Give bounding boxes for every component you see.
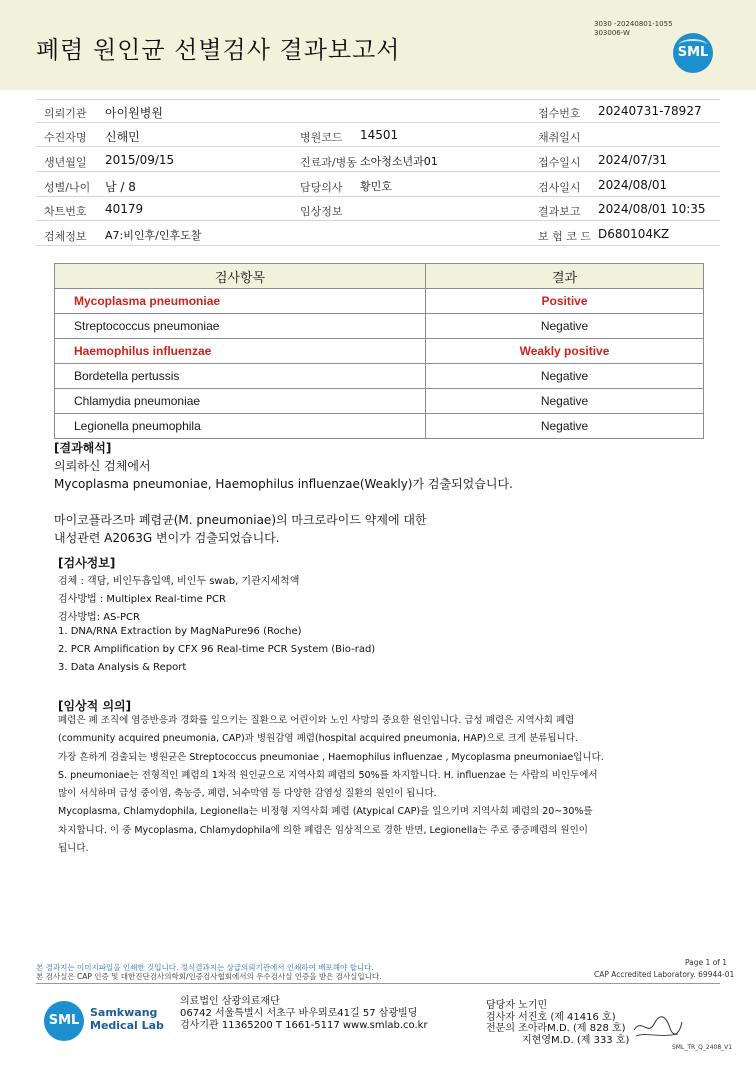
brand-name <box>90 1006 164 1032</box>
dob-value: 2015/09/15 <box>105 153 175 167</box>
collection-date-label: 채취일시 <box>538 131 581 144</box>
specimen-value: A7:비인후/인후도찰 <box>105 229 202 242</box>
table-row <box>55 339 704 364</box>
clinical-line: S. pneumoniae는 전형적인 폐렴의 1차적 원인균으로 지역사회 폐렴의 50%를 차지합니다. H. influenzae 는 사람의 비인두에서 <box>58 769 598 781</box>
table-row <box>55 289 704 314</box>
interpretation-line: Mycoplasma pneumoniae, Haemophilus influenzae(Weakly)가 검출되었습니다. <box>54 477 513 491</box>
footer-notice: 본 검사실은 CAP 인증 및 대한진단검사의학회/인증검사협회에서의 우수검사실 인증을 받은 검사실입니다. <box>36 972 382 981</box>
divider <box>36 220 720 221</box>
clinical-line: Mycoplasma, Chlamydophila, Legionella는 비정형 지역사회 폐렴 (Atypical CAP)을 일으키며 지역사회 폐렴의 20~30%를 <box>58 806 593 818</box>
brand-line: Medical Lab <box>90 1019 164 1032</box>
doctor-label: 담당의사 <box>300 181 343 194</box>
doctor-value: 황민호 <box>360 180 392 193</box>
dob-label: 생년월일 <box>44 156 87 169</box>
test-item-name: Legionella pneumophila <box>55 414 426 439</box>
test-info-line: 3. Data Analysis & Report <box>58 662 187 673</box>
divider <box>36 171 720 172</box>
logo-text: SML <box>677 45 709 60</box>
interpretation-line: 마이코플라즈마 폐렴균(M. pneumoniae)의 마크로라이드 약제에 대한 <box>54 513 427 527</box>
test-item-name: Mycoplasma pneumoniae <box>55 289 426 314</box>
report-title: 폐렴 원인균 선별검사 결과보고서 <box>36 36 401 64</box>
test-result: Weakly positive <box>426 339 704 364</box>
test-result: Positive <box>426 289 704 314</box>
test-date-value: 2024/08/01 <box>598 178 668 192</box>
staff-line: 지현영M.D. (제 333 호) <box>522 1034 630 1046</box>
test-result: Negative <box>426 414 704 439</box>
cap-accreditation: CAP Accredited Laboratory. 69944-01 <box>594 970 735 979</box>
divider <box>36 122 720 123</box>
test-info-line: 검사방법 : Multiplex Real-time PCR <box>58 594 226 605</box>
department-label: 진료과/병동 <box>300 156 357 169</box>
clinical-significance-title: [임상적 의의] <box>58 699 132 713</box>
staff-line: 검사자 서진호 (제 41416 호) <box>486 1011 616 1023</box>
clinical-line: 많이 서식하며 급성 중이염, 축농증, 폐렴, 뇌수막염 등 다양한 감염성 질환의 원인이 됩니다. <box>58 788 437 800</box>
signature-icon <box>632 1012 684 1040</box>
document-code-line: 3030 -20240801-1055 <box>594 20 673 28</box>
institution-label: 의뢰기관 <box>44 107 87 120</box>
address-line: 검사기관 11365200 T 1661-5117 www.smlab.co.kr <box>180 1020 428 1031</box>
table-header-row <box>55 264 704 289</box>
interpretation-line: 의뢰하신 검체에서 <box>54 459 151 473</box>
interpretation-title: [결과해석] <box>54 441 112 455</box>
patient-value: 신해민 <box>105 130 140 144</box>
logo-text: SML <box>48 1013 80 1028</box>
test-result: Negative <box>426 364 704 389</box>
test-result: Negative <box>426 389 704 414</box>
brand-line: Samkwang <box>90 1006 158 1019</box>
clinical-line: 차지합니다. 이 중 Mycoplasma, Chlamydophila에 의한 폐렴은 임상적으로 경한 반면, Legionella는 주로 중증폐렴의 원인이 <box>58 824 588 836</box>
interpretation-line: 내성관련 A2063G 변이가 검출되었습니다. <box>54 531 280 545</box>
specimen-label: 검체정보 <box>44 230 87 243</box>
divider <box>36 99 720 100</box>
chart-no-value: 40179 <box>105 202 144 216</box>
test-item-name: Streptococcus pneumoniae <box>55 314 426 339</box>
logo-swoosh-icon <box>679 39 707 51</box>
test-date-label: 검사일시 <box>538 181 581 194</box>
column-header: 결과 <box>426 264 704 289</box>
test-info-line: 2. PCR Amplification by CFX 96 Real-time PCR System (Bio-rad) <box>58 644 376 655</box>
hospital-code-label: 병원코드 <box>300 131 343 144</box>
receipt-no-value: 20240731-78927 <box>598 104 702 118</box>
results-table <box>54 263 704 439</box>
staff-line: 담당자 노기민 <box>486 1000 548 1011</box>
insurance-value: D680104KZ <box>598 227 670 241</box>
footer-notice: 본 결과지는 이미지파일을 인쇄한 것입니다. 정식결과지는 상급의뢰기관에서 인쇄하여 배포해야 합니다. <box>36 963 374 972</box>
footer-divider <box>36 983 720 984</box>
table-row <box>55 414 704 439</box>
document-code <box>594 20 673 38</box>
sex-age-value: 남 / 8 <box>105 180 136 194</box>
divider <box>36 245 720 246</box>
staff-line: 전문의 조아라M.D. (제 828 호) <box>486 1023 626 1034</box>
column-header: 검사항목 <box>55 264 426 289</box>
test-info-line: 검체 : 객담, 비인두흡입액, 비인두 swab, 기관지세척액 <box>58 576 300 587</box>
sml-footer-logo <box>44 1001 84 1041</box>
clinical-significance-body <box>58 712 604 858</box>
address-line: 의료법인 삼광의료재단 <box>180 996 280 1007</box>
report-date-value: 2024/08/01 10:35 <box>598 202 706 216</box>
staff-signatures <box>486 1000 629 1046</box>
lab-address <box>180 996 428 1032</box>
clinical-line: 폐렴은 폐 조직에 염증반응과 경화를 일으키는 질환으로 어린이와 노인 사망의 중요한 원인입니다. 급성 폐렴은 지역사회 폐렴 <box>58 715 575 726</box>
address-line: 06742 서울특별시 서초구 바우뫼로41길 57 삼광빌딩 <box>180 1008 418 1019</box>
table-row <box>55 389 704 414</box>
divider <box>36 146 720 147</box>
clinical-line: (community acquired pneumonia, CAP)과 병원감염 폐렴(hospital acquired pneumonia, HAP)으로 크게 분류됩니다. <box>58 733 578 745</box>
test-info-title: [검사정보] <box>58 556 116 570</box>
divider <box>36 196 720 197</box>
chart-no-label: 차트번호 <box>44 205 87 218</box>
sex-age-label: 성별/나이 <box>44 181 91 194</box>
insurance-label: 보 험 코 드 <box>538 230 591 243</box>
table-row <box>55 314 704 339</box>
test-result: Negative <box>426 314 704 339</box>
clinical-info-label: 임상정보 <box>300 205 343 218</box>
clinical-line: 됩니다. <box>58 843 89 855</box>
report-date-label: 결과보고 <box>538 205 581 218</box>
document-code-line: 303006-W <box>594 29 630 37</box>
receipt-no-label: 접수번호 <box>538 107 581 120</box>
receipt-date-label: 접수일시 <box>538 156 581 169</box>
table-row <box>55 364 704 389</box>
department-value: 소아청소년과01 <box>360 155 438 168</box>
test-info-line: 검사방법: AS-PCR <box>58 612 140 623</box>
receipt-date-value: 2024/07/31 <box>598 153 668 167</box>
patient-label: 수진자명 <box>44 131 87 144</box>
sml-logo <box>673 33 713 73</box>
page-number: Page 1 of 1 <box>685 958 728 967</box>
test-item-name: Haemophilus influenzae <box>55 339 426 364</box>
clinical-line: 가장 흔하게 검출되는 병원균은 Streptococcus pneumoniae , Haemophilus influenzae , Mycoplasma pneumoniae입니다. <box>58 751 604 763</box>
test-info-line: 1. DNA/RNA Extraction by MagNaPure96 (Roche) <box>58 626 302 637</box>
test-item-name: Bordetella pertussis <box>55 364 426 389</box>
test-item-name: Chlamydia pneumoniae <box>55 389 426 414</box>
hospital-code-value: 14501 <box>360 128 399 142</box>
institution-value: 아이원병원 <box>105 106 163 120</box>
form-code: SML_TR_Q_2408_V1 <box>672 1044 733 1051</box>
